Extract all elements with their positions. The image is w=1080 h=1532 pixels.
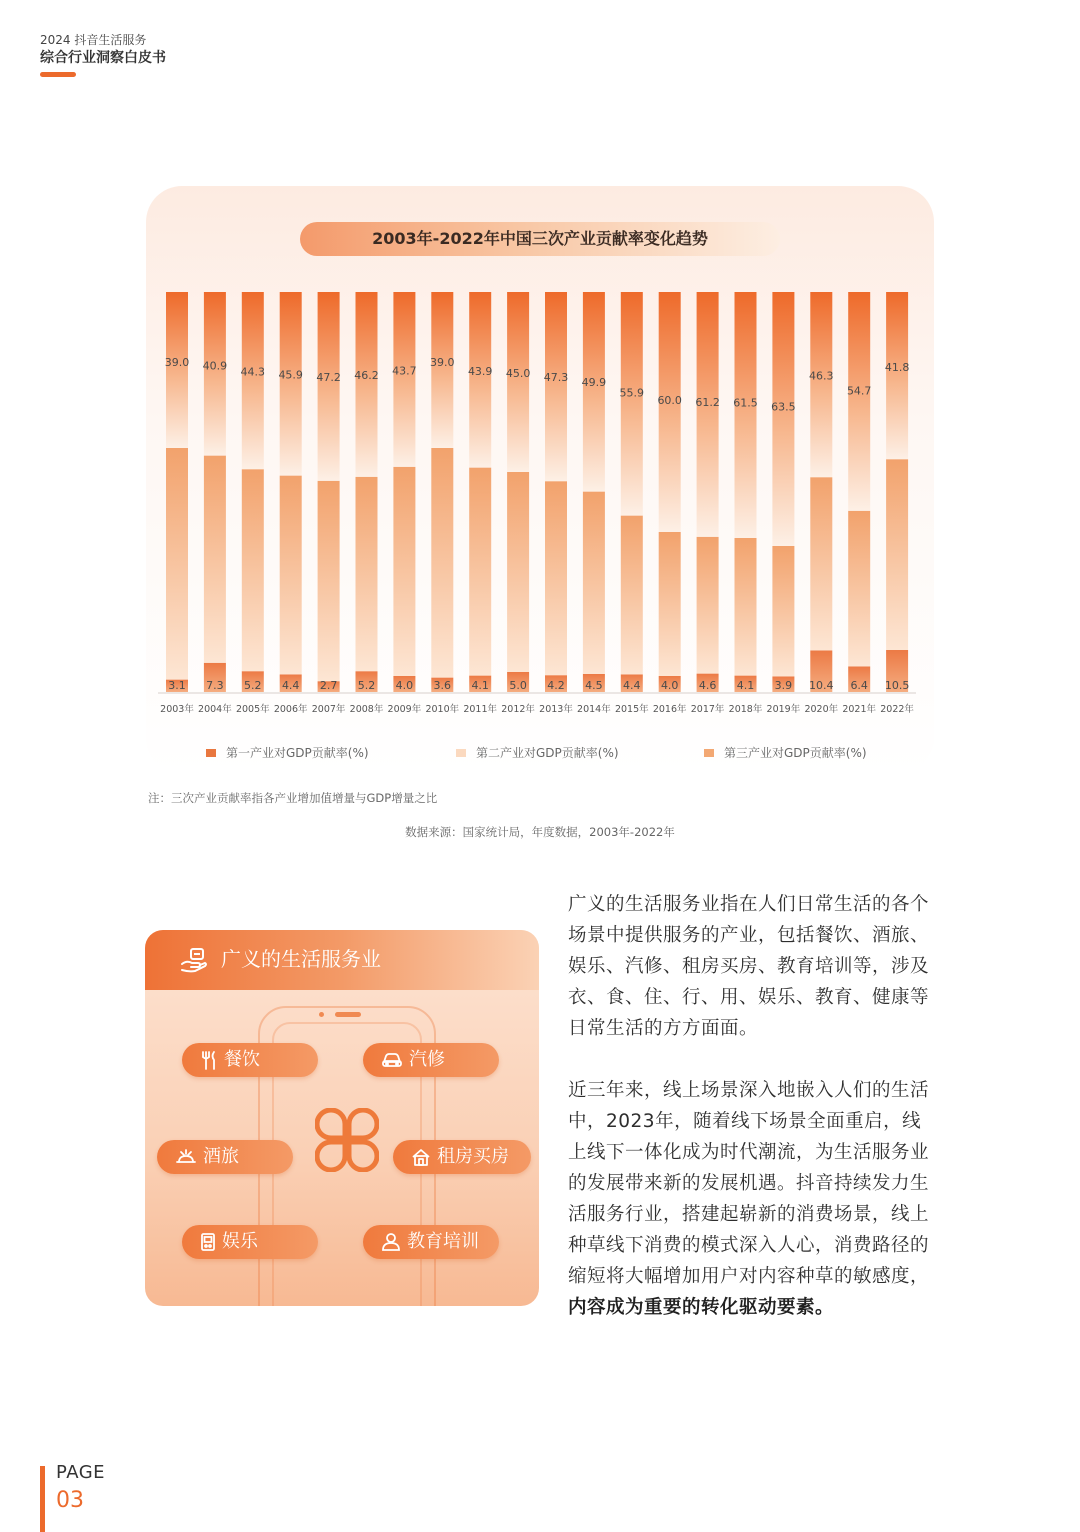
- chart-title: 2003年-2022年中国三次产业贡献率变化趋势: [300, 222, 780, 256]
- bar-segment-tertiary: [848, 292, 870, 511]
- x-tick-label: 2020年: [804, 704, 839, 715]
- service-pill-entertainment: [182, 1225, 318, 1259]
- x-tick-label: 2018年: [728, 704, 763, 715]
- bar-segment-secondary: [810, 477, 832, 650]
- services-card: [145, 930, 539, 1306]
- x-tick-label: 2012年: [501, 704, 535, 715]
- bar-segment-secondary: [848, 511, 870, 667]
- legend-swatch-primary: [206, 749, 216, 757]
- bar-segment-secondary: [204, 456, 226, 663]
- bar-segment-secondary: [393, 467, 415, 676]
- bar-segment-tertiary: [810, 292, 832, 477]
- data-label-tertiary: 55.9: [619, 386, 645, 400]
- bar-segment-tertiary: [318, 292, 340, 481]
- bar-segment-secondary: [356, 477, 378, 671]
- data-label-primary: 4.1: [471, 679, 489, 692]
- data-label-tertiary: 61.5: [733, 396, 758, 410]
- legend-item-secondary: [456, 744, 619, 761]
- bar-segment-secondary: [659, 532, 681, 676]
- clover-logo-icon: [315, 1108, 379, 1172]
- x-tick-label: 2016年: [652, 704, 687, 715]
- bar-segment-tertiary: [507, 292, 529, 472]
- header-title: 综合行业洞察白皮书: [40, 50, 166, 66]
- bar-segment-tertiary: [242, 292, 264, 469]
- x-tick-label: 2019年: [766, 704, 801, 715]
- data-label-primary: 4.1: [736, 679, 755, 692]
- header-year-line: 2024 抖音生活服务: [40, 33, 147, 47]
- data-label-tertiary: 45.9: [278, 368, 303, 382]
- page-accent-bar: [40, 1466, 45, 1532]
- arcade-icon: [200, 1232, 216, 1252]
- data-label-tertiary: 61.2: [695, 396, 720, 410]
- legend-label-tertiary: 第三产业对GDP贡献率(%): [724, 746, 867, 760]
- data-label-tertiary: 49.9: [581, 375, 607, 389]
- bar-segment-secondary: [545, 481, 567, 675]
- bar-segment-secondary: [431, 448, 453, 678]
- bar-segment-secondary: [280, 476, 302, 675]
- x-tick-label: 2006年: [273, 704, 308, 715]
- bar-segment-tertiary: [545, 292, 567, 481]
- data-label-primary: 4.0: [660, 679, 679, 692]
- x-tick-label: 2022年: [880, 704, 914, 715]
- data-label-primary: 4.4: [623, 679, 641, 692]
- bar-segment-tertiary: [166, 292, 188, 448]
- x-tick-label: 2021年: [842, 704, 877, 715]
- data-label-primary: 7.3: [206, 679, 224, 692]
- service-pill-auto-repair: [363, 1043, 499, 1077]
- legend-label-primary: 第一产业对GDP贡献率(%): [226, 746, 369, 760]
- car-icon: [381, 1051, 403, 1069]
- bar-segment-tertiary: [280, 292, 302, 476]
- bar-segment-tertiary: [356, 292, 378, 477]
- service-pill-education: [363, 1225, 499, 1259]
- house-icon: [411, 1148, 431, 1166]
- data-label-tertiary: 47.2: [316, 370, 341, 384]
- bar-segment-tertiary: [621, 292, 643, 516]
- data-label-tertiary: 43.9: [467, 365, 493, 379]
- data-label-primary: 3.1: [168, 679, 186, 692]
- legend-item-primary: [206, 744, 369, 761]
- bar-segment-tertiary: [204, 292, 226, 456]
- data-label-primary: 10.4: [809, 679, 834, 692]
- x-tick-label: 2003年: [160, 704, 194, 715]
- bar-segment-secondary: [772, 546, 794, 676]
- data-label-primary: 3.9: [774, 679, 793, 692]
- legend-item-tertiary: [704, 744, 867, 761]
- legend-label-secondary: 第二产业对GDP贡献率(%): [476, 746, 619, 760]
- data-label-primary: 4.4: [281, 679, 300, 692]
- services-card-title: 广义的生活服务业: [221, 947, 381, 971]
- bar-segment-secondary: [735, 538, 757, 676]
- service-label-education: 教育培训: [407, 1231, 479, 1252]
- page-label: PAGE: [56, 1462, 106, 1483]
- legend-swatch-secondary: [456, 749, 466, 757]
- data-label-tertiary: 41.8: [884, 361, 910, 375]
- data-label-tertiary: 39.0: [430, 356, 455, 370]
- x-tick-label: 2005年: [235, 704, 270, 715]
- data-label-primary: 4.6: [698, 679, 717, 692]
- document-header: [40, 32, 166, 77]
- page-number: 03: [56, 1488, 84, 1513]
- x-tick-label: 2009年: [387, 704, 422, 715]
- service-label-hotel-travel: 酒旅: [203, 1146, 239, 1167]
- bar-segment-tertiary: [659, 292, 681, 532]
- header-accent-bar: [40, 72, 76, 77]
- data-label-tertiary: 43.7: [392, 364, 417, 378]
- data-label-primary: 4.2: [547, 679, 565, 692]
- service-label-entertainment: 娱乐: [222, 1231, 258, 1252]
- person-icon: [381, 1232, 401, 1252]
- data-label-tertiary: 63.5: [771, 400, 796, 414]
- legend-swatch-tertiary: [704, 749, 714, 757]
- service-pill-real-estate: [393, 1140, 531, 1174]
- stacked-bar-chart: [146, 270, 934, 722]
- paragraph-trend-text: 近三年来，线上场景深入地嵌入人们的生活中，2023年，随着线下场景全面重启，线上线下一体化成为时代潮流，为生活服务业的发展带来新的发展机遇。抖音持续发力生活服务行业，搭建起崭新的消费场景，线上种草线下消费的模式深入人心，消费路径的缩短将大幅增加用户对内容种草的敏感度，: [568, 1080, 930, 1287]
- x-tick-label: 2010年: [425, 704, 460, 715]
- data-label-primary: 5.0: [509, 679, 527, 692]
- bar-segment-secondary: [697, 537, 719, 674]
- data-label-tertiary: 45.0: [505, 367, 531, 380]
- chart-source: 数据来源：国家统计局，年度数据，2003年-2022年: [405, 825, 675, 839]
- bar-segment-secondary: [469, 468, 491, 676]
- paragraph-trend: [568, 1075, 934, 1323]
- x-tick-label: 2004年: [198, 704, 232, 715]
- chart-note: 注：三次产业贡献率指各产业增加值增量与GDP增量之比: [148, 791, 438, 805]
- x-tick-label: 2015年: [614, 704, 649, 715]
- data-label-primary: 5.2: [357, 679, 376, 692]
- data-label-tertiary: 39.0: [164, 356, 190, 370]
- bar-segment-tertiary: [697, 292, 719, 537]
- data-label-tertiary: 47.3: [543, 371, 569, 385]
- phone-speaker: [335, 1012, 361, 1017]
- bar-segment-tertiary: [431, 292, 453, 448]
- data-label-tertiary: 44.3: [240, 365, 266, 379]
- data-label-tertiary: 46.3: [809, 369, 834, 383]
- bar-segment-secondary: [583, 492, 605, 674]
- service-label-auto-repair: 汽修: [409, 1049, 445, 1070]
- service-label-real-estate: 租房买房: [437, 1146, 509, 1167]
- paragraph-trend-emphasis: 内容成为重要的转化驱动要素。: [568, 1297, 835, 1318]
- service-pill-hotel-travel: [157, 1140, 293, 1174]
- bar-segment-secondary: [242, 469, 264, 671]
- bar-segment-tertiary: [886, 292, 908, 459]
- bar-segment-tertiary: [393, 292, 415, 467]
- data-label-primary: 2.7: [319, 679, 338, 692]
- fork-knife-icon: [200, 1050, 218, 1070]
- data-label-primary: 10.5: [884, 679, 910, 692]
- hotel-travel-icon: [175, 1148, 197, 1166]
- paragraph-definition: 广义的生活服务业指在人们日常生活的各个场景中提供服务的产业，包括餐饮、酒旅、娱乐、汽修、租房买房、教育培训等，涉及衣、食、住、行、用、娱乐、教育、健康等日常生活的方方面面。: [568, 894, 930, 1039]
- bar-segment-secondary: [318, 481, 340, 681]
- data-label-primary: 3.6: [433, 679, 452, 692]
- data-label-tertiary: 40.9: [202, 359, 228, 373]
- bar-segment-tertiary: [735, 292, 757, 538]
- data-label-tertiary: 46.2: [354, 369, 379, 383]
- services-card-header: [145, 930, 539, 990]
- phone-camera: [319, 1012, 324, 1017]
- hand-service-icon: [179, 946, 209, 974]
- x-tick-label: 2011年: [463, 704, 498, 715]
- bar-segment-secondary: [886, 459, 908, 650]
- x-tick-label: 2013年: [539, 704, 573, 715]
- data-label-primary: 6.4: [850, 679, 868, 692]
- data-label-primary: 4.0: [395, 679, 414, 692]
- x-tick-label: 2007年: [311, 704, 346, 715]
- data-label-tertiary: 54.7: [846, 384, 872, 398]
- bar-segment-secondary: [166, 448, 188, 680]
- bar-segment-tertiary: [469, 292, 491, 468]
- data-label-tertiary: 60.0: [657, 394, 682, 407]
- service-label-dining: 餐饮: [224, 1049, 260, 1070]
- bar-segment-secondary: [621, 516, 643, 675]
- bar-segment-secondary: [507, 472, 529, 672]
- x-tick-label: 2008年: [349, 704, 384, 715]
- bar-segment-tertiary: [772, 292, 794, 546]
- service-pill-dining: [182, 1043, 318, 1077]
- bar-segment-tertiary: [583, 292, 605, 492]
- data-label-primary: 5.2: [244, 679, 262, 692]
- x-tick-label: 2017年: [690, 704, 725, 715]
- x-tick-label: 2014年: [577, 704, 611, 715]
- data-label-primary: 4.5: [585, 679, 603, 692]
